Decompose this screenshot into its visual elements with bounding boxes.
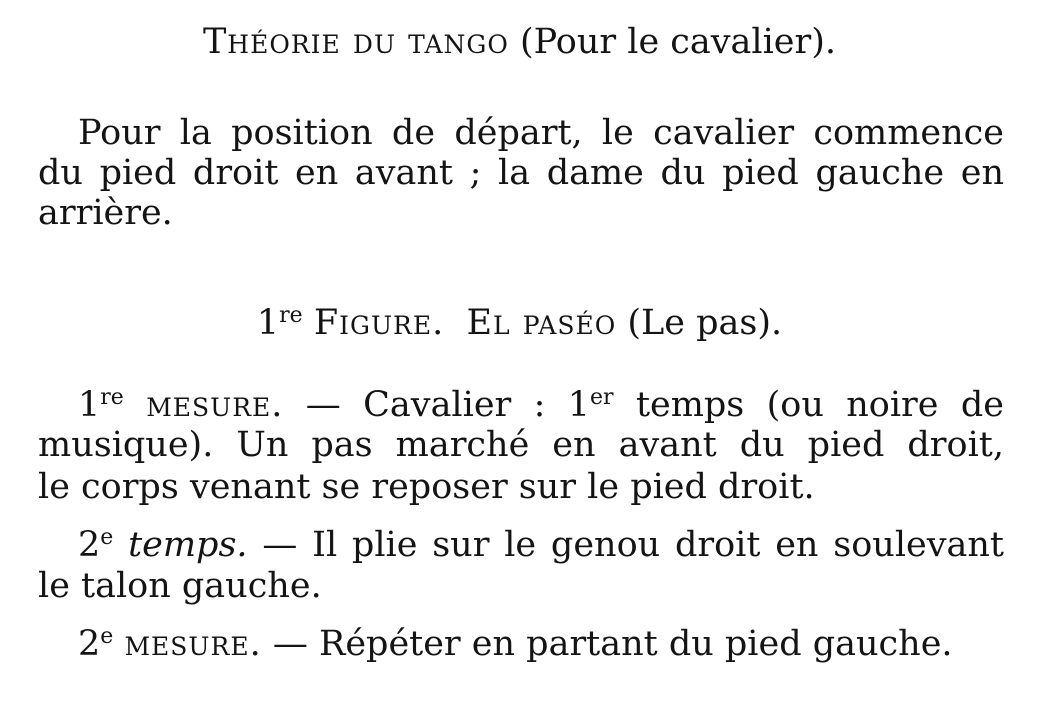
figure-number: 1 xyxy=(256,303,280,343)
measure1-temps-sup: er xyxy=(590,385,614,410)
measure1-line-2: musique). Un pas marché en avant du pied droit, xyxy=(38,425,1004,465)
figure-paren: (Le pas). xyxy=(627,303,783,343)
figure-label: Figure. xyxy=(313,303,445,343)
measure1-line-1 xyxy=(38,385,1004,425)
intro-line-2: du pied droit en avant ; la dame du pied gauche en xyxy=(38,153,1004,193)
measure2-line xyxy=(38,624,1004,664)
measure1-label: mesure. xyxy=(146,385,284,425)
measure2-rest: — Répéter en partant du pied gauche. xyxy=(272,624,953,664)
measure1-dash-text: — Cavalier : 1 xyxy=(305,385,591,425)
temps2-line1-rest: — Il plie sur le genou droit en soulevant xyxy=(262,525,1004,565)
measure1-line1-rest: temps (ou noire de xyxy=(635,385,1004,425)
figure-number-sup: re xyxy=(279,303,303,328)
temps2-line-1 xyxy=(38,525,1004,565)
measure2-number-sup: e xyxy=(100,624,114,649)
measure2-label: mesure. xyxy=(124,624,262,664)
intro-line-3: arrière. xyxy=(38,193,173,233)
temps2-number-sup: e xyxy=(100,525,114,550)
temps2-label: temps. xyxy=(128,525,248,565)
section-title-main: Théorie du tango xyxy=(202,22,509,62)
intro-line-1: Pour la position de départ, le cavalier commence xyxy=(78,113,1004,153)
section-title-paren: (Pour le cavalier). xyxy=(520,22,837,62)
temps2-number: 2 xyxy=(78,525,101,565)
measure2-number: 2 xyxy=(78,624,101,664)
measure1-number-sup: re xyxy=(100,385,124,410)
section-title xyxy=(0,22,1039,62)
measure1-number: 1 xyxy=(78,385,101,425)
figure-heading xyxy=(0,303,1039,343)
figure-name: El paséo xyxy=(466,303,617,343)
temps2-line-2: le talon gauche. xyxy=(38,566,322,606)
measure1-line-3: le corps venant se reposer sur le pied droit. xyxy=(38,467,815,507)
